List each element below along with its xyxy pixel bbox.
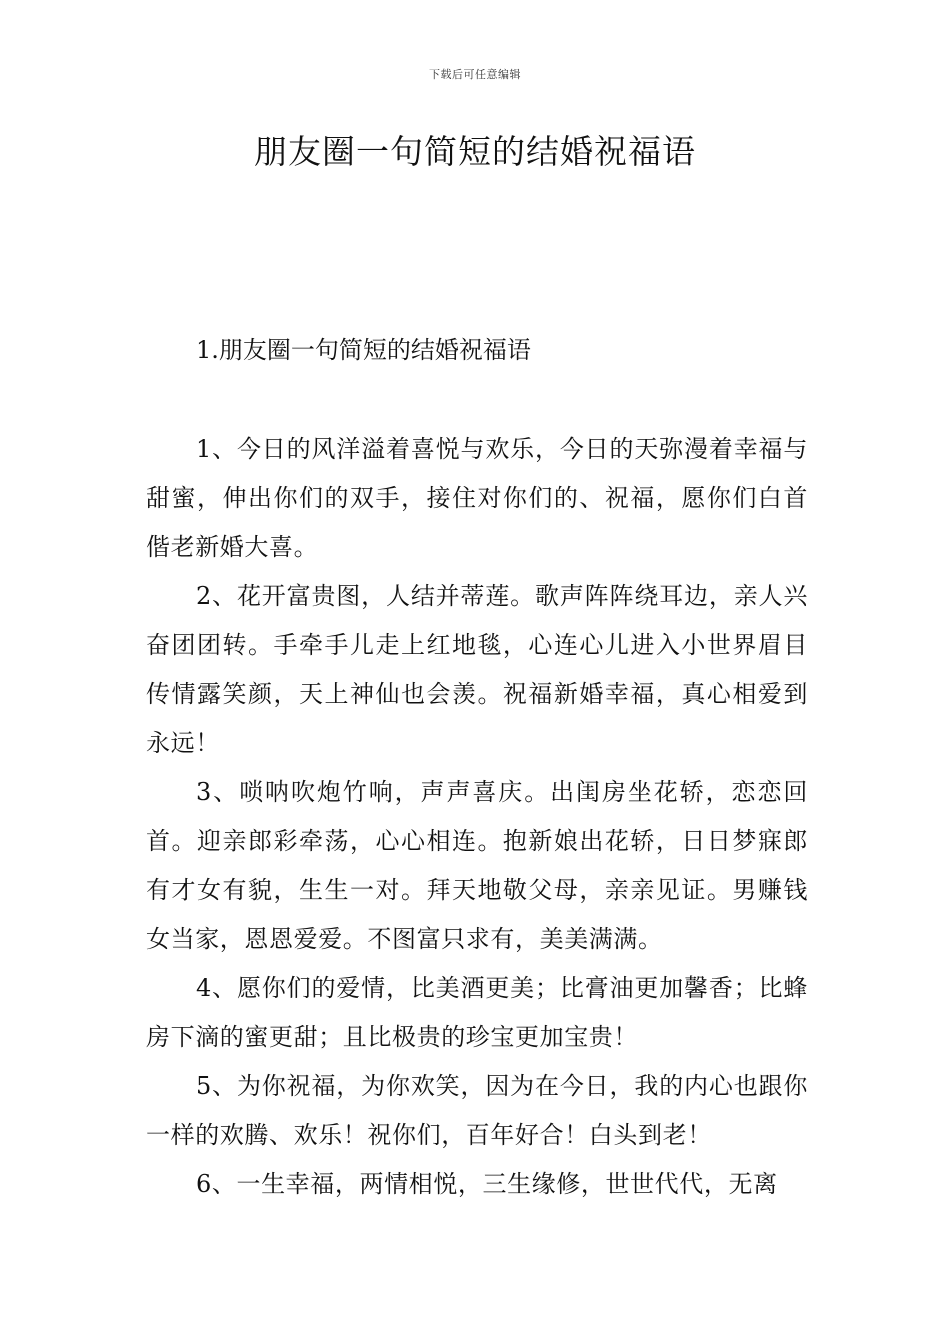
document-title: 朋友圈一句简短的结婚祝福语	[254, 132, 696, 171]
paragraph: 1、今日的风洋溢着喜悦与欢乐，今日的天弥漫着幸福与甜蜜，伸出你们的双手，接住对你们的、祝福，愿你们白首偕老新婚大喜。	[146, 435, 808, 561]
body-text	[146, 425, 808, 1209]
paragraph: 4、愿你们的爱情，比美酒更美；比膏油更加馨香；比蜂房下滴的蜜更甜；且比极贵的珍宝更加宝贵！	[146, 974, 808, 1051]
paragraph: 5、为你祝福，为你欢笑，因为在今日，我的内心也跟你一样的欢腾、欢乐！祝你们，百年好合！白头到老！	[146, 1072, 808, 1149]
paragraph: 2、花开富贵图，人结并蒂莲。歌声阵阵绕耳边，亲人兴奋团团转。手牵手儿走上红地毯，心连心儿进入小世界眉目传情露笑颜，天上神仙也会羡。祝福新婚幸福，真心相爱到永远！	[146, 582, 808, 757]
header-note: 下载后可任意编辑	[429, 68, 521, 81]
paragraph: 3、唢呐吹炮竹响，声声喜庆。出闺房坐花轿，恋恋回首。迎亲郎彩牵荡，心心相连。抱新娘出花轿，日日梦寐郎有才女有貌，生生一对。拜天地敬父母，亲亲见证。男赚钱女当家，恩恩爱爱。不图富只求有，美美满满。	[146, 778, 808, 953]
section-heading: 1.朋友圈一句简短的结婚祝福语	[196, 336, 531, 364]
paragraph: 6、一生幸福，两情相悦，三生缘修，世世代代，无离	[196, 1170, 778, 1198]
